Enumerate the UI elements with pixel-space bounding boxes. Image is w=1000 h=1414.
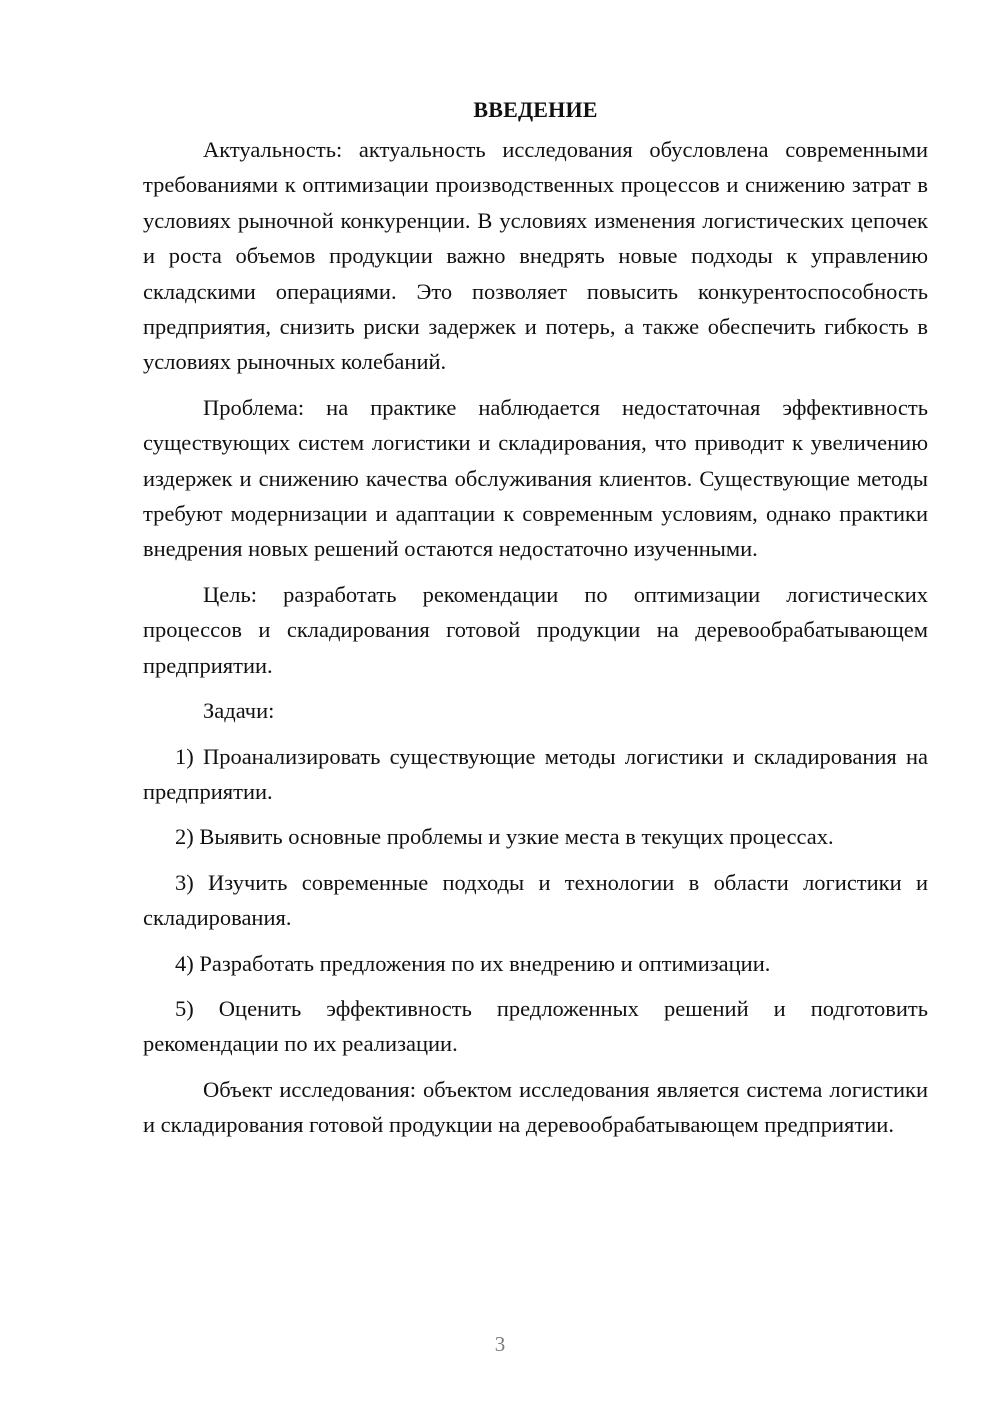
relevance-paragraph: Актуальность: актуальность исследования обусловлена современными требованиями к оптимизации производственных процессов и снижению затрат в условиях рыночной конкуренции. В условиях изменения логистических цепочек и роста объемов продукции важно внедрять новые подходы к управлению складскими операциями. Это позволяет повысить конкурентоспособность предприятия, снизить риски задержек и потерь, а также обеспечить гибкость в условиях рыночных колебаний. <box>143 137 928 375</box>
task-item-1: 1) Проанализировать существующие методы логистики и складирования на предприятии. <box>143 743 928 804</box>
goal-paragraph: Цель: разработать рекомендации по оптимизации логистических процессов и складирования готовой продукции на деревообрабатывающем предприятии. <box>143 581 928 678</box>
task-item-2: 2) Выявить основные проблемы и узкие места в текущих процессах. <box>175 824 834 850</box>
problem-paragraph: Проблема: на практике наблюдается недостаточная эффективность существующих систем логистики и складирования, что приводит к увеличению издержек и снижению качества обслуживания клиентов. Существующие методы требуют модернизации и адаптации к современным условиям, однако практики внедрения новых решений остаются недостаточно изученными. <box>143 394 928 562</box>
tasks-label: Задачи: <box>203 698 275 724</box>
page-content <box>143 92 928 1153</box>
task-item-3: 3) Изучить современные подходы и технологии в области логистики и складирования. <box>143 869 928 931</box>
task-item-5: 5) Оценить эффективность предложенных решений и подготовить рекомендации по их реализации. <box>143 995 928 1057</box>
page-number: 3 <box>494 1332 506 1356</box>
object-paragraph: Объект исследования: объектом исследования является система логистики и складирования готовой продукции на деревообрабатывающем предприятии. <box>143 1076 928 1138</box>
page-title: ВВЕДЕНИЕ <box>473 97 598 122</box>
task-item-4: 4) Разработать предложения по их внедрению и оптимизации. <box>175 950 771 976</box>
tasks-list <box>143 739 928 1062</box>
